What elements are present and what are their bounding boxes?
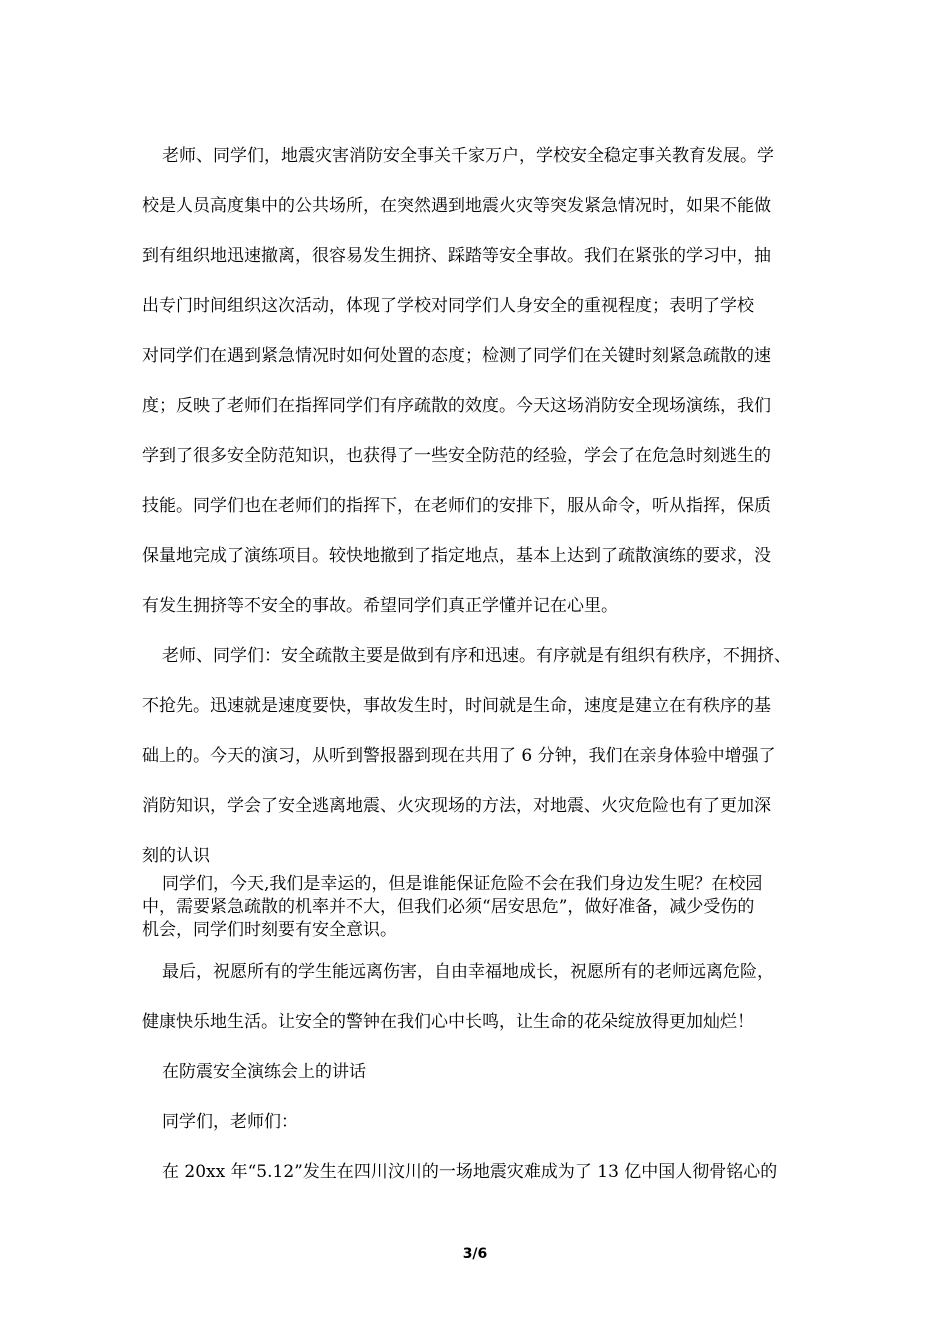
paragraph-line: 消防知识，学会了安全逃离地震、火灾现场的方法，对地震、火灾危险也有了更加深 — [142, 796, 771, 816]
paragraph-line: 老师、同学们：安全疏散主要是做到有序和迅速。有序就是有组织有秩序，不拥挤、 — [162, 646, 791, 666]
paragraph-line: 础上的。今天的演习，从听到警报器到现在共用了 6 分钟，我们在亲身体验中增强了 — [142, 746, 776, 766]
paragraph-line: 中，需要紧急疏散的机率并不大，但我们必须“居安思危”，做好准备，减少受伤的 — [142, 897, 755, 917]
paragraph-line: 机会，同学们时刻要有安全意识。 — [142, 920, 397, 940]
paragraph-line: 到有组织地迅速撤离，很容易发生拥挤、踩踏等安全事故。我们在紧张的学习中，抽 — [142, 246, 771, 266]
paragraph-line: 同学们，今天,我们是幸运的，但是谁能保证危险不会在我们身边发生呢？在校园 — [162, 874, 763, 894]
paragraph-line: 刻的认识 — [142, 846, 210, 866]
greeting: 同学们，老师们： — [162, 1112, 298, 1132]
paragraph-line: 在 20xx 年“5.12”发生在四川汶川的一场地震灾难成为了 13 亿中国人彻骨铭心的 — [162, 1162, 778, 1182]
page-number: 3/6 — [462, 1246, 488, 1262]
paragraph-line: 有发生拥挤等不安全的事故。希望同学们真正学懂并记在心里。 — [142, 596, 618, 616]
paragraph-line: 健康快乐地生活。让安全的警钟在我们心中长鸣，让生命的花朵绽放得更加灿烂！ — [142, 1012, 754, 1032]
paragraph-line: 学到了很多安全防范知识，也获得了一些安全防范的经验，学会了在危急时刻逃生的 — [142, 446, 771, 466]
paragraph-line: 不抢先。迅速就是速度要快，事故发生时，时间就是生命，速度是建立在有秩序的基 — [142, 696, 771, 716]
paragraph-line: 最后，祝愿所有的学生能远离伤害，自由幸福地成长，祝愿所有的老师远离危险， — [162, 962, 774, 982]
section-title: 在防震安全演练会上的讲话 — [162, 1062, 366, 1082]
paragraph-line: 出专门时间组织这次活动，体现了学校对同学们人身安全的重视程度；表明了学校 — [142, 296, 754, 316]
paragraph-line: 保量地完成了演练项目。较快地撤到了指定地点，基本上达到了疏散演练的要求，没 — [142, 546, 771, 566]
paragraph-line: 对同学们在遇到紧急情况时如何处置的态度；检测了同学们在关键时刻紧急疏散的速 — [142, 346, 771, 366]
paragraph-line: 老师、同学们，地震灾害消防安全事关千家万户，学校安全稳定事关教育发展。学 — [162, 146, 774, 166]
paragraph-line: 技能。同学们也在老师们的指挥下，在老师们的安排下，服从命令，听从指挥，保质 — [142, 496, 771, 516]
paragraph-line: 度；反映了老师们在指挥同学们有序疏散的效度。今天这场消防安全现场演练，我们 — [142, 396, 771, 416]
paragraph-line: 校是人员高度集中的公共场所，在突然遇到地震火灾等突发紧急情况时，如果不能做 — [142, 196, 771, 216]
